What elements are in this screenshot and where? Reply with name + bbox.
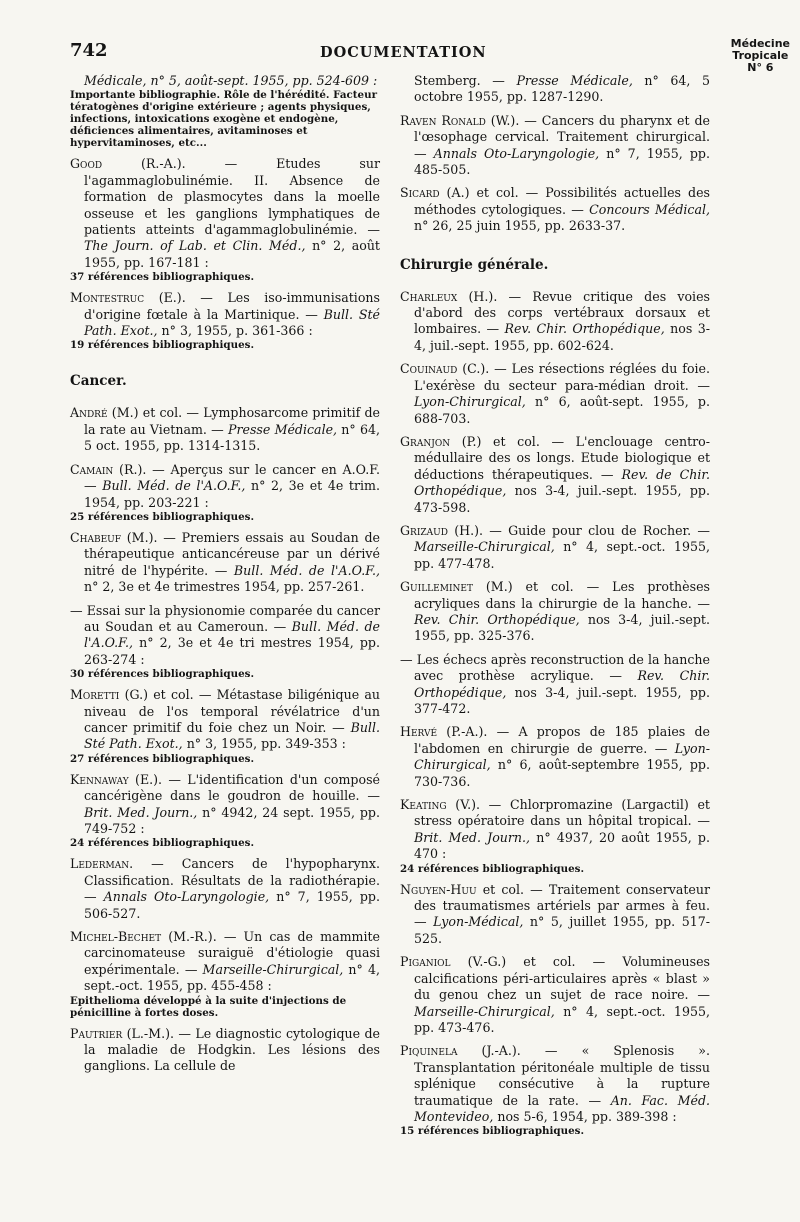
left-column — [70, 73, 380, 1082]
bib-entry: Montestruc (E.). — Les iso-immunisations d'origine fœtale à la Martinique. — Bull. Sté Path. Exot., n° 3, 1955, p. 361-366 : 19 références bibliographiques. — [70, 290, 380, 352]
entry-title: L'enclouage centro-médullaire des os longs. Etude biologique et déductions thérapeutiques. — — [414, 433, 710, 482]
journal-name: Bull. Méd. de l'A.O.F., — [233, 562, 380, 578]
journal-name: Rev. de Chir. Orthopédique, — [414, 466, 710, 499]
journal-name: Bull. Sté Path. Exot., — [84, 306, 380, 339]
entry-title: Traitement conservateur des traumatismes artériels par armes à feu. — — [414, 881, 710, 930]
journal-name: Lyon-Chirurgical, — [414, 394, 526, 410]
bib-entry: Moretti (G.) et col. — Métastase biligénique au niveau de l'os temporal révélatrice d'un cancer primitif du foie chez un Noir. — Bull. Sté Path. Exot., n° 3, 1955, pp. 349-353 : 27 références bibliographiques. — [70, 687, 380, 765]
journal-mark — [731, 38, 790, 74]
journal-name: Brit. Med. Journ., — [414, 829, 531, 845]
author-name: Piquinela — [400, 1043, 458, 1059]
author-name: Sicard — [400, 185, 440, 201]
entry-title: Cancers de l'hypopharynx. Classification. Résultats de la radiothérapie. — — [84, 856, 380, 905]
author-name: Granjon — [400, 433, 451, 449]
bib-entry: Kennaway (E.). — L'identification d'un composé cancérigène dans le goudron de houille. — Brit. Med. Journ., n° 4942, 24 sept. 1955, pp. 749-752 : 24 références bibliographiques. — [70, 771, 381, 850]
journal-name: The Journ. of Lab. et Clin. Méd., — [84, 238, 306, 254]
entry-reference: nos 3-4, juil.-sept. 1955, pp. 377-472. — [414, 684, 710, 716]
entry-reference: nos 5-6, 1954, pp. 389-398 : — [493, 1108, 677, 1124]
journal-name: Brit. Med. Journ., — [84, 804, 198, 820]
bib-entry: Charleux (H.). — Revue critique des voies d'abord des corps vertébraux dorsaux et lombaires. — Rev. Chir. Orthopédique, nos 3-4, juil.-sept. 1955, pp. 602-624. — [400, 288, 711, 353]
section-heading: Cancer. — [70, 373, 127, 390]
author-name: Camain — [70, 461, 114, 477]
entry-title: Le diagnostic cytologique de la maladie de Hodgkin. Les lésions des ganglions. La cellule de — [84, 1025, 381, 1074]
entry-reference: n° 6, août-sept. 1955, p. 688-703. — [414, 394, 710, 426]
entry-note: 30 références bibliographiques. — [70, 668, 255, 681]
entry-title: Aperçus sur le cancer en A.O.F. — — [84, 461, 381, 494]
author-name: Good — [70, 156, 103, 172]
entry-title: Métastase biligénique au niveau de l'os temporal révélatrice d'un cancer primitif du foie chez un Noir. — — [84, 687, 380, 735]
journal-name: Marseille-Chirurgical, — [414, 539, 555, 555]
author-name: Raven Ronald — [400, 112, 486, 128]
entry-title: Cancers du pharynx et de l'œsophage cervical. Traitement chirurgical. — — [414, 112, 710, 161]
author-name: Hervé — [400, 724, 438, 740]
journal-name: Annals Oto-Laryngologie, — [433, 145, 600, 161]
entry-title: Les prothèses acryliques dans la chirurgie de la hanche. — — [414, 579, 711, 611]
author-name: Pautrier — [70, 1025, 123, 1041]
bib-entry: Michel-Bechet (M.-R.). — Un cas de mammite carcinomateuse suraiguë d'étiologie quasi expérimentale. — Marseille-Chirurgical, n° 4, sept.-oct. 1955, pp. 455-458 : Epithelioma développé à la suite d'injections de pénicilline à fortes doses. — [70, 929, 381, 1019]
entry-title: Essai sur la physionomie comparée du cancer au Soudan et au Cameroun. — — [84, 602, 380, 634]
journal-name: Rev. Chir. Orthopédique, — [414, 611, 580, 627]
journal-name: Lyon-Médical, — [433, 914, 524, 930]
entry-reference: nos 3-4, juil.-sept. 1955, pp. 473-598. — [414, 483, 710, 515]
journal-line: Médecine — [730, 37, 790, 50]
bib-entry: André (M.) et col. — Lymphosarcome primitif de la rate au Vietnam. — Presse Médicale, n° 64, 5 oct. 1955, pp. 1314-1315. — [70, 405, 381, 454]
entry-reference: n° 4, sept.-oct. 1955, pp. 477-478. — [414, 539, 710, 571]
bib-entry: Piganiol (V.-G.) et col. — Volumineuses calcifications péri-articulaires après « blast » du genou chez un sujet de race noire. — Marseille-Chirurgical, n° 4, sept.-oct. 1955, pp. 473-476. — [400, 954, 710, 1035]
author-name: Kennaway — [70, 771, 129, 787]
journal-name: Concours Médical, — [589, 201, 710, 217]
journal-name: Rev. Chir. Orthopédique, — [414, 668, 710, 700]
journal-name: Annals Oto-Laryngologie, — [103, 889, 270, 905]
entry-reference: n° 4942, 24 sept. 1955, pp. 749-752 : — [84, 804, 381, 836]
entry-note: 24 références bibliographiques. — [70, 837, 255, 850]
bib-entry: Lederman. — Cancers de l'hypopharynx. Classification. Résultats de la radiothérapie. — Annals Oto-Laryngologie, n° 7, 1955, pp. 506-527. — [70, 856, 380, 921]
journal-name: Rev. Chir. Orthopédique, — [504, 321, 665, 337]
bib-entry: Pautrier (L.-M.). — Le diagnostic cytologique de la maladie de Hodgkin. Les lésions des ganglions. La cellule de — [70, 1025, 381, 1074]
entry-title: Un cas de mammite carcinomateuse suraiguë d'étiologie quasi expérimentale. — — [84, 929, 381, 977]
section-heading: Chirurgie générale. — [400, 256, 549, 273]
author-name: Lederman. — [70, 856, 134, 872]
bib-entry: Raven Ronald (W.). — Cancers du pharynx et de l'œsophage cervical. Traitement chirurgical. — Annals Oto-Laryngologie, n° 7, 1955, pp. 485-505. — [400, 112, 710, 178]
author-name: André — [70, 405, 108, 421]
entry-title: Lymphosarcome primitif de la rate au Vietnam. — — [84, 405, 381, 437]
bib-entry: — Essai sur la physionomie comparée du cancer au Soudan et au Cameroun. — Bull. Méd. de l'A.O.F., n° 2, 3e et 4e tri mestres 1954, pp. 263-274 : 30 références bibliographiques. — [70, 602, 381, 681]
entry-reference: n° 4937, 20 août 1955, p. 470 : — [414, 829, 710, 862]
entry-title: Possibilités actuelles des méthodes cytologiques. — — [414, 185, 710, 217]
entry-note: 27 références bibliographiques. — [70, 752, 255, 765]
entry-title: Les résections réglées du foie. L'exérèse du secteur para-médian droit. — — [414, 361, 711, 393]
entry-note: 37 références bibliographiques. — [70, 271, 255, 284]
journal-name: Bull. Méd. de l'A.O.F., — [84, 618, 381, 651]
entry-title: Guide pour clou de Rocher. — — [508, 522, 710, 538]
journal-name: Marseille-Chirurgical, — [202, 961, 344, 977]
entry-title: L'identification d'un composé cancérigène dans le goudron de houille. — — [84, 771, 380, 804]
journal-name: Marseille-Chirurgical, — [414, 1003, 555, 1019]
author-name: Montestruc — [70, 290, 145, 306]
entry-reference: n° 4, sept.-oct. 1955, pp. 473-476. — [414, 1003, 710, 1035]
entry-reference: n° 7, 1955, pp. 506-527. — [84, 889, 380, 921]
author-name: Piganiol — [400, 954, 451, 970]
author-name: Couinaud — [400, 361, 458, 377]
author-name: Keating — [400, 797, 447, 813]
journal-issue: N° 6 — [747, 61, 774, 74]
entry-title: Les iso-immunisations d'origine fœtale à la Martinique. — — [84, 290, 380, 322]
journal-name: Lyon-Chirurgical, — [414, 740, 710, 773]
bib-entry: Sicard (A.) et col. — Possibilités actuelles des méthodes cytologiques. — Concours Médical, n° 26, 25 juin 1955, pp. 2633-37. — [400, 185, 710, 234]
entry-note: Epithelioma développé à la suite d'injections de pénicilline à fortes doses. — [70, 994, 347, 1019]
entry-reference: n° 4, sept.-oct. 1955, pp. 455-458 : — [84, 961, 380, 994]
entry-title: Premiers essais au Soudan de thérapeutique anticancéreuse par un dérivé nitré de l'hypérite. — — [84, 529, 380, 578]
bib-entry — [400, 73, 710, 106]
bib-entry: Chabeuf (M.). — Premiers essais au Soudan de thérapeutique anticancéreuse par un dérivé nitré de l'hypérite. — Bull. Méd. de l'A.O.F., n° 2, 3e et 4e trimestres 1954, pp. 257-261. — [70, 529, 380, 595]
entry-reference: nos 3-4, juil.-sept. 1955, pp. 325-376. — [414, 611, 710, 644]
right-column — [400, 73, 710, 1144]
entry-title: A propos de 185 plaies de l'abdomen en chirurgie de guerre. — — [414, 724, 710, 756]
entry-note: 15 références bibliographiques. — [400, 1125, 585, 1138]
bib-entry: Keating (V.). — Chlorpromazine (Largactil) et stress opératoire dans un hôpital tropical. — Brit. Med. Journ., n° 4937, 20 août 1955, p. 470 : 24 références bibliographiques. — [400, 797, 710, 875]
bib-entry: Camain (R.). — Aperçus sur le cancer en A.O.F. — Bull. Méd. de l'A.O.F., n° 2, 3e et 4e trim. 1954, pp. 203-221 : 25 références bibliographiques. — [70, 461, 381, 523]
bib-entry: Grizaud (H.). — Guide pour clou de Rocher. — Marseille-Chirurgical, n° 4, sept.-oct. 1955, pp. 477-478. — [400, 522, 710, 571]
author-name: Chabeuf — [70, 529, 121, 545]
bib-entry: Guilleminet (M.) et col. — Les prothèses acryliques dans la chirurgie de la hanche. — Rev. Chir. Orthopédique, nos 3-4, juil.-sept. 1955, pp. 325-376. — [400, 579, 711, 644]
author-name: Charleux — [400, 288, 458, 304]
entry-reference: n° 26, 25 juin 1955, pp. 2633-37. — [414, 218, 626, 234]
entry-title: Chlorpromazine (Largactil) et stress opératoire dans un hôpital tropical. — — [414, 797, 710, 829]
bib-entry: Hervé (P.-A.). — A propos de 185 plaies de l'abdomen en chirurgie de guerre. — Lyon-Chirurgical, n° 6, août-septembre 1955, pp. 730-736. — [400, 724, 710, 789]
entry-title: Stemberg. — — [414, 73, 517, 88]
entry-note: Importante bibliographie. Rôle de l'hérédité. Facteur tératogènes d'origine extérieure ; agents physiques, infections, intoxications exogène et endogène, déficiences alimentaires, avitaminoses et hypervitaminoses, etc... — [70, 89, 378, 150]
entry-reference: n° 3, 1955, p. 361-366 : — [157, 323, 313, 339]
entry-reference: n° 2, 3e et 4e trimestres 1954, pp. 257-261. — [84, 579, 365, 595]
bib-entry: Granjon (P.) et col. — L'enclouage centro-médullaire des os longs. Etude biologique et déductions thérapeutiques. — Rev. de Chir. Orthopédique, nos 3-4, juil.-sept. 1955, pp. 473-598. — [400, 433, 710, 515]
entry-title: Revue critique des voies d'abord des corps vertébraux dorsaux et lombaires. — — [414, 288, 711, 337]
journal-name: An. Fac. Méd. Montevideo, — [414, 1092, 711, 1124]
bib-entry — [70, 73, 380, 149]
entry-note: 24 références bibliographiques. — [400, 862, 585, 875]
author-name: Grizaud — [400, 522, 448, 538]
bib-entry: Couinaud (C.). — Les résections réglées du foie. L'exérèse du secteur para-médian droit. — Lyon-Chirurgical, n° 6, août-sept. 1955, p. 688-703. — [400, 361, 711, 426]
bib-entry: — Les échecs après reconstruction de la hanche avec prothèse acrylique. — Rev. Chir. Orthopédique, nos 3-4, juil.-sept. 1955, pp. 377-472. — [400, 651, 710, 716]
journal-name: Bull. Sté Path. Exot., — [84, 719, 380, 752]
journal-name: Presse Médicale, — [516, 73, 633, 88]
author-name: Michel-Bechet — [70, 929, 162, 945]
journal-name: Presse Médicale, — [228, 421, 338, 437]
entry-reference: n° 64, 5 octobre 1955, pp. 1287-1290. — [414, 73, 710, 105]
author-name: Moretti — [70, 687, 120, 703]
entry-reference: n° 2, août 1955, pp. 167-181 : — [84, 238, 380, 270]
entry-reference: n° 7, 1955, pp. 485-505. — [414, 145, 710, 178]
entry-reference: n° 64, 5 oct. 1955, pp. 1314-1315. — [84, 421, 380, 454]
entry-reference: Médicale, n° 5, août-sept. 1955, pp. 524-609 : — [84, 73, 378, 88]
entry-reference: n° 3, 1955, pp. 349-353 : — [182, 736, 346, 752]
entry-reference: n° 5, juillet 1955, pp. 517-525. — [414, 914, 710, 946]
bib-entry: Piquinela (J.-A.). — « Splenosis ». Transplantation péritonéale multiple de tissu splénique consécutive à la rupture traumatique de la rate. — An. Fac. Méd. Montevideo, nos 5-6, 1954, pp. 389-398 : 15 références bibliographiques. — [400, 1043, 711, 1138]
entry-title: Volumineuses calcifications péri-articulaires après « blast » du genou chez un sujet de race noire. — — [414, 954, 710, 1003]
entry-reference: n° 6, août-septembre 1955, pp. 730-736. — [414, 757, 710, 789]
entry-note: 19 références bibliographiques. — [70, 339, 255, 352]
bib-entry: Good (R.-A.). — Etudes sur l'agammaglobulinémie. II. Absence de formation de plasmocytes dans la moelle osseuse et les ganglions lymphatiques de patients atteints d'agammaglobulinémie. — The Journ. of Lab. et Clin. Méd., n° 2, août 1955, pp. 167-181 : 37 références bibliographiques. — [70, 156, 380, 284]
page-number: 742 — [70, 40, 108, 61]
author-name: Nguyen-Huu — [400, 881, 477, 897]
entry-reference: n° 2, 3e et 4e tri mestres 1954, pp. 263-274 : — [84, 635, 380, 667]
journal-line: Tropicale — [732, 49, 789, 62]
entry-note: 25 références bibliographiques. — [70, 510, 255, 523]
bib-entry: Nguyen-Huu et col. — Traitement conservateur des traumatismes artériels par armes à feu. — Lyon-Médical, n° 5, juillet 1955, pp. 517-525. — [400, 881, 710, 946]
entry-reference: nos 3-4, juil.-sept. 1955, pp. 602-624. — [414, 321, 710, 353]
entry-title: « Splenosis ». Transplantation péritonéale multiple de tissu splénique consécutive à la rupture traumatique de la rate. — — [414, 1043, 710, 1108]
entry-title: Etudes sur l'agammaglobulinémie. II. Absence de formation de plasmocytes dans la moelle osseuse et les ganglions lymphatiques de patients atteints d'agammaglobulinémie. — — [84, 156, 380, 238]
entry-title: Les échecs après reconstruction de la hanche avec prothèse acrylique. — — [414, 651, 710, 684]
entry-reference: n° 2, 3e et 4e trim. 1954, pp. 203-221 : — [84, 478, 380, 510]
running-title: DOCUMENTATION — [320, 44, 487, 61]
journal-name: Bull. Méd. de l'A.O.F., — [102, 478, 246, 494]
author-name: Guilleminet — [400, 579, 473, 595]
